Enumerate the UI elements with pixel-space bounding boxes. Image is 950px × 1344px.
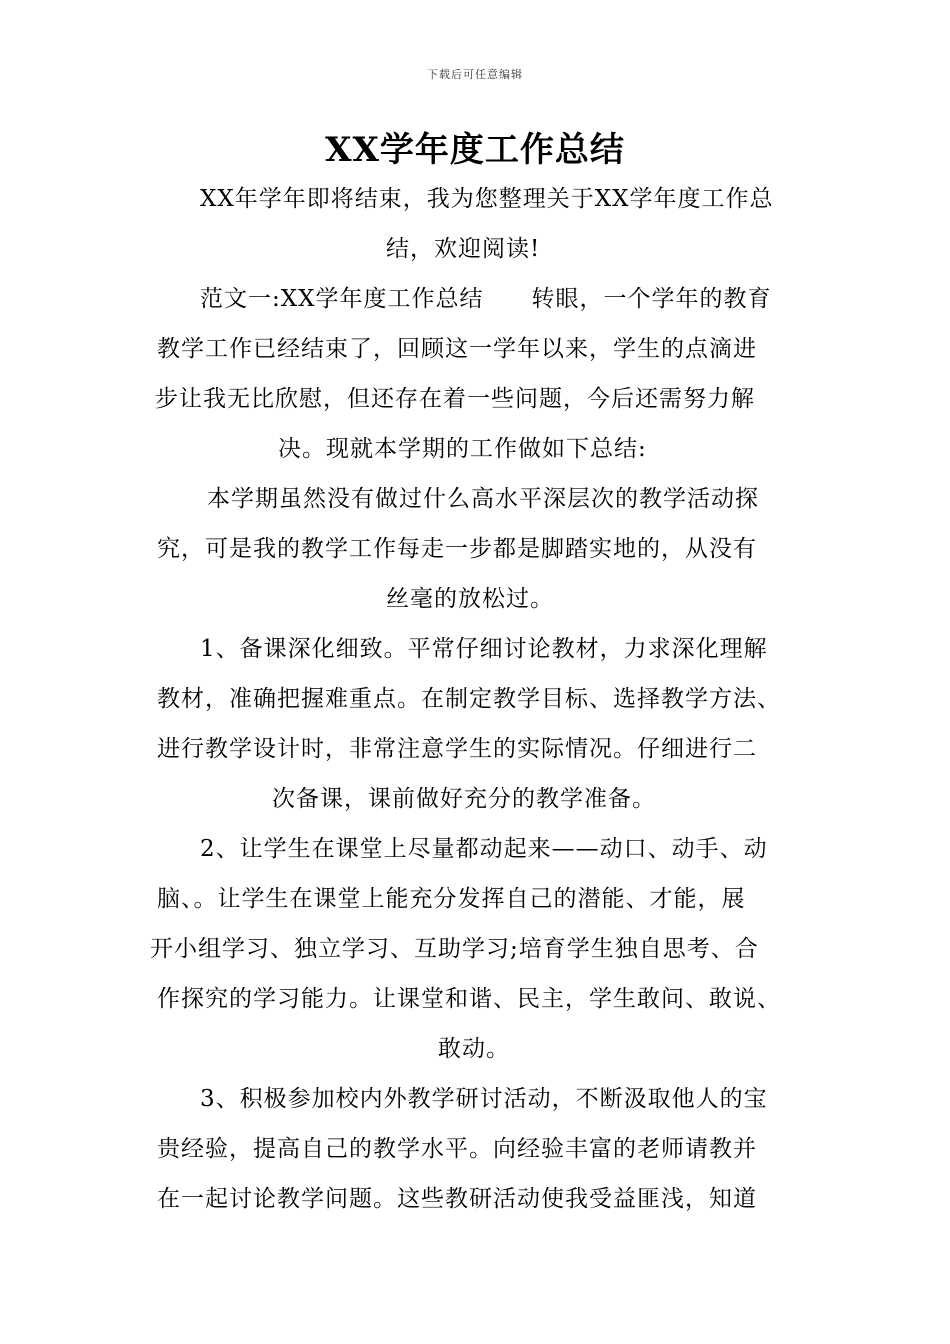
body-line: 2、让学生在课堂上尽量都动起来——动口、动手、动 (200, 836, 768, 862)
body-line: 脑、。让学生在课堂上能充分发挥自己的潜能、才能，展 (157, 886, 746, 912)
body-line: 3、积极参加校内外教学研讨活动，不断汲取他人的宝 (200, 1086, 768, 1112)
body-line: 敢动。 (438, 1036, 510, 1062)
body-line: 结，欢迎阅读! (386, 236, 541, 262)
body-line: 本学期虽然没有做过什么高水平深层次的教学活动探 (207, 486, 759, 512)
document-title: XX学年度工作总结 (325, 130, 625, 170)
body-line: 次备课，课前做好充分的教学准备。 (272, 786, 656, 812)
body-line: 丝毫的放松过。 (386, 586, 554, 612)
body-line: XX年学年即将结束，我为您整理关于XX学年度工作总 (200, 186, 774, 212)
body-line: 作探究的学习能力。让课堂和谐、民主，学生敢问、敢说、 (157, 986, 781, 1012)
body-line: 贵经验，提高自己的教学水平。向经验丰富的老师请教并 (157, 1136, 757, 1162)
body-line: 教学工作已经结束了，回顾这一学年以来，学生的点滴进 (157, 336, 757, 362)
body-line: 进行教学设计时，非常注意学生的实际情况。仔细进行二 (157, 736, 757, 762)
page-header-note: 下载后可任意编辑 (427, 68, 523, 81)
body-line: 教材，准确把握难重点。在制定教学目标、选择教学方法、 (157, 686, 781, 712)
body-line: 1、备课深化细致。平常仔细讨论教材，力求深化理解 (200, 636, 768, 662)
body-line: 步让我无比欣慰，但还存在着一些问题，今后还需努力解 (155, 386, 755, 412)
body-line: 范文一:XX学年度工作总结 转眼，一个学年的教育 (200, 286, 772, 312)
body-line: 究，可是我的教学工作每走一步都是脚踏实地的，从没有 (157, 536, 757, 562)
body-line: 在一起讨论教学问题。这些教研活动使我受益匪浅，知道 (157, 1186, 757, 1212)
body-line: 开小组学习、独立学习、互助学习;培育学生独自思考、合 (150, 936, 759, 962)
body-line: 决。现就本学期的工作做如下总结: (278, 436, 647, 462)
